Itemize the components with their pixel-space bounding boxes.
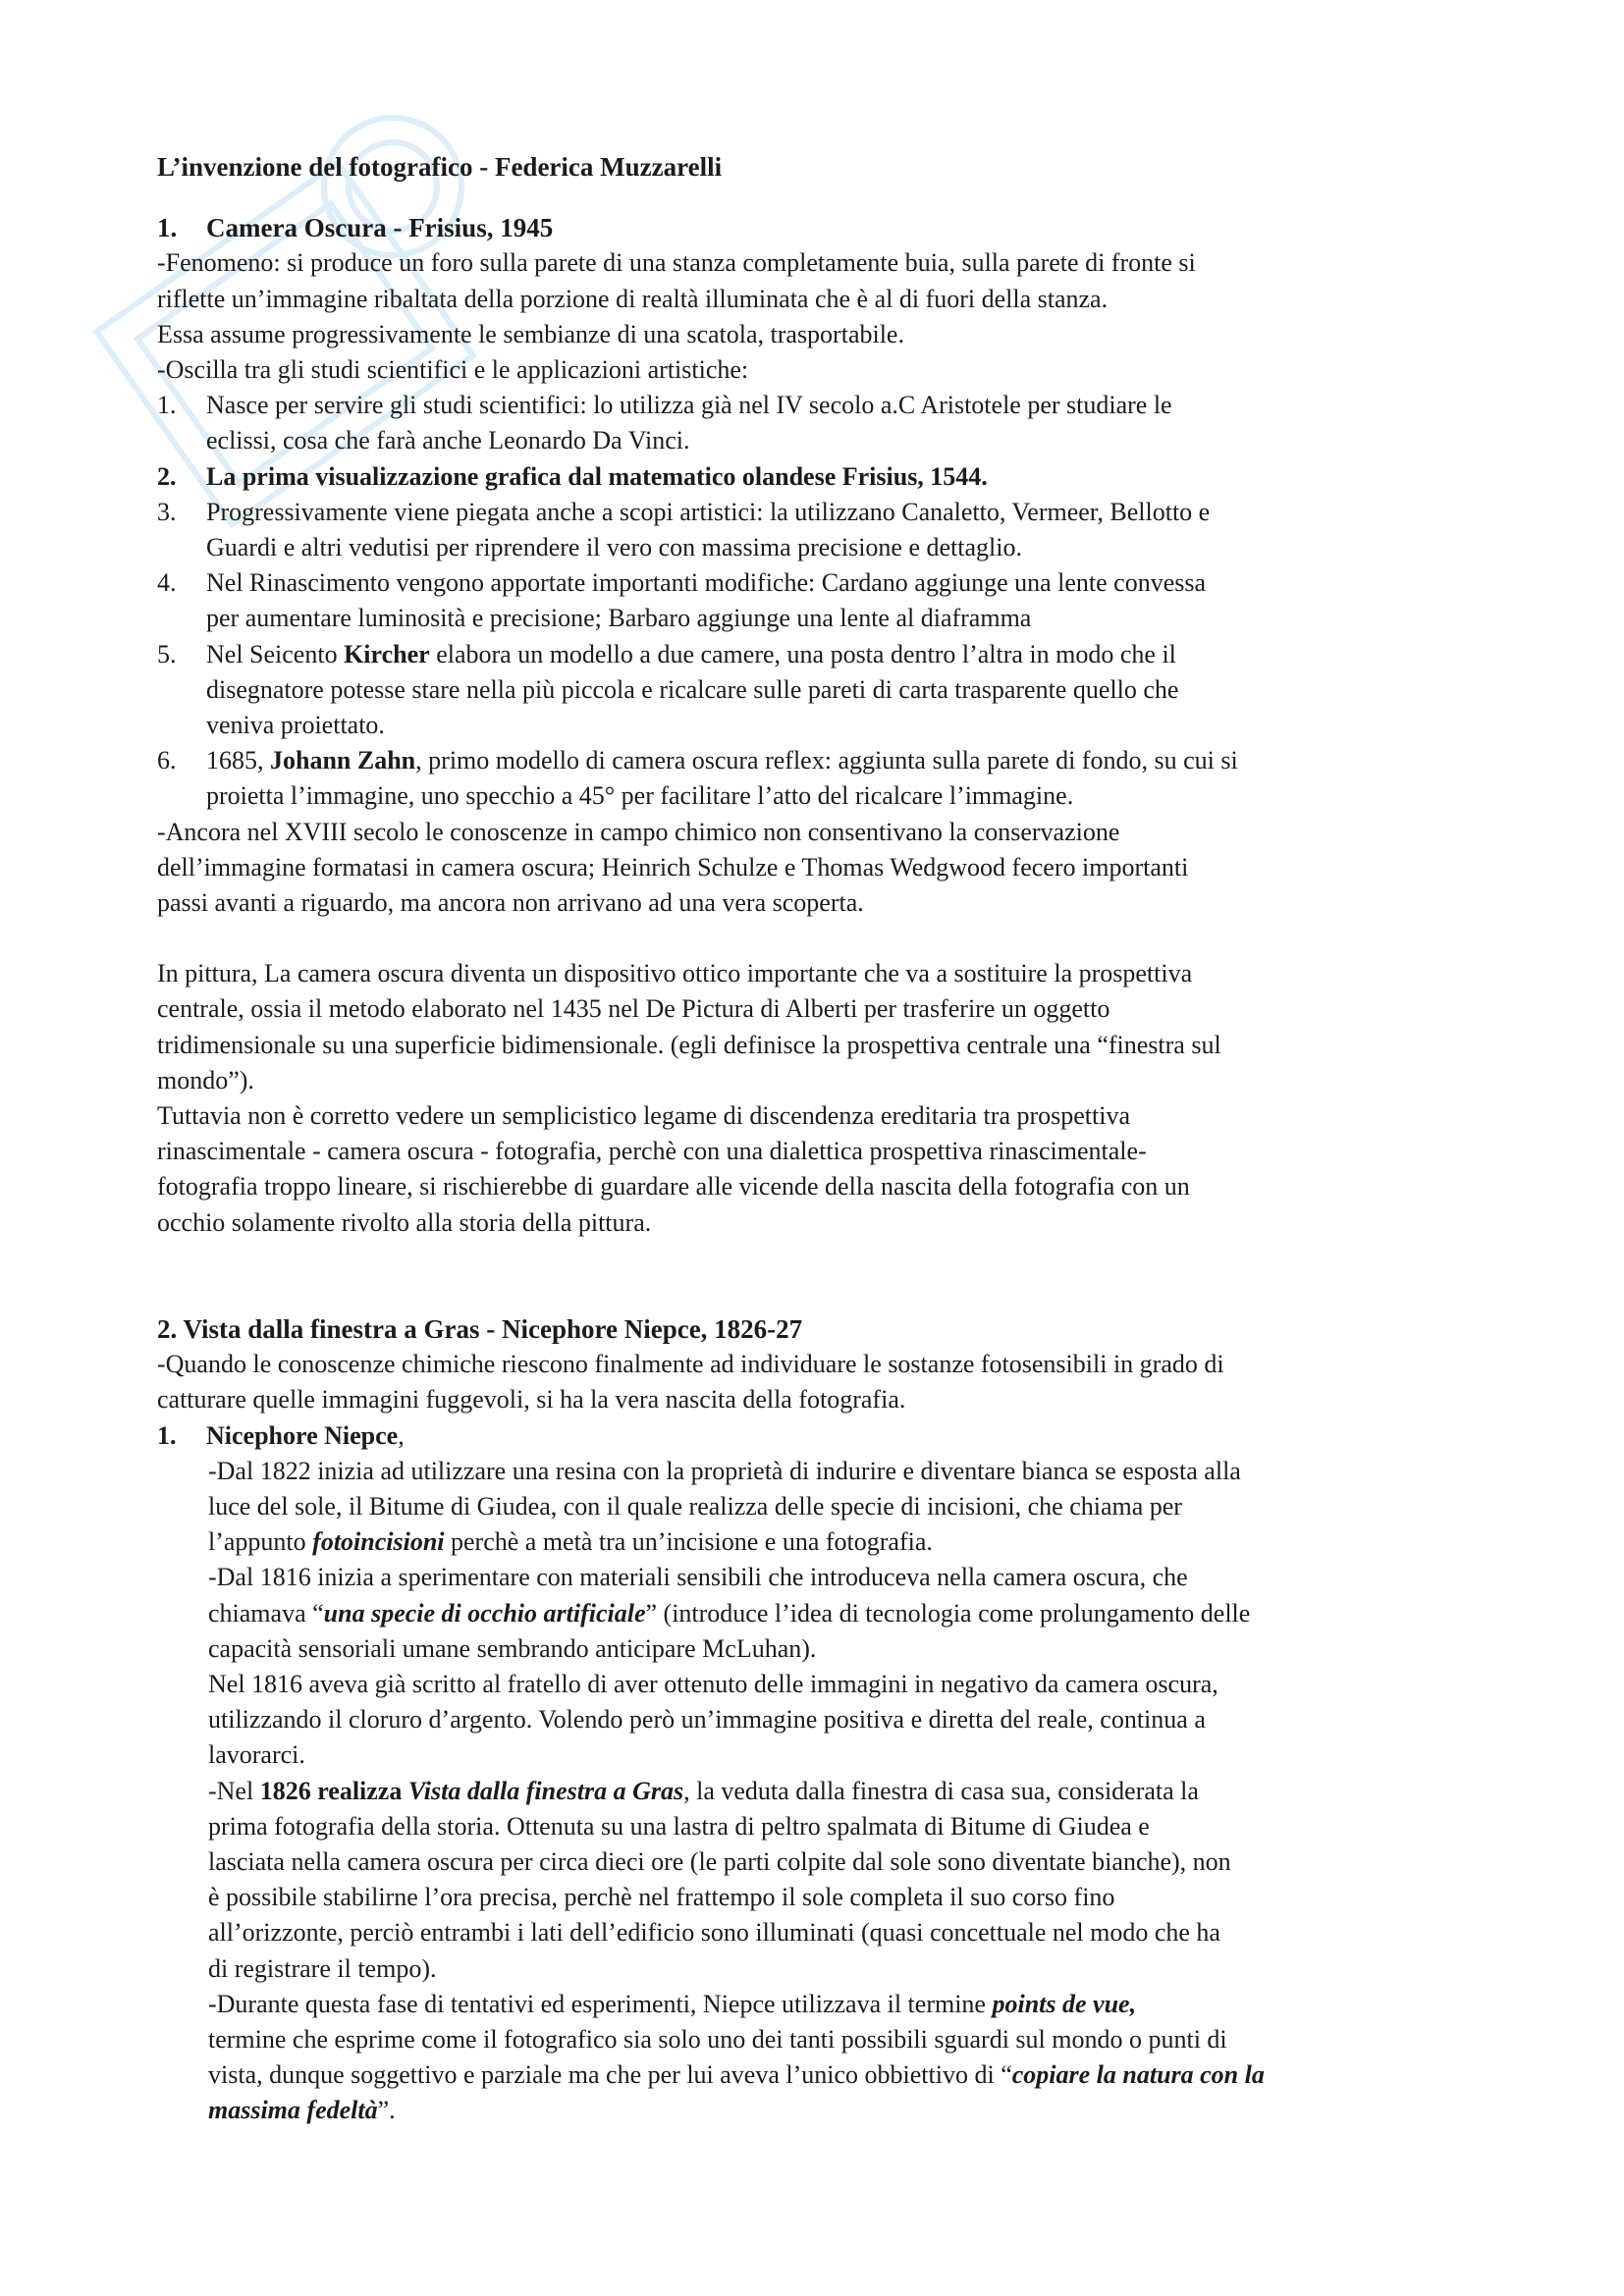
text-line: utilizzando il cloruro d’argento. Volendo però un’immagine positiva e diretta del reale, continua a xyxy=(208,1705,1206,1735)
text-line: capacità sensoriali umane sembrando anticipare McLuhan). xyxy=(208,1633,817,1663)
text-line: prima fotografia della storia. Ottenuta su una lastra di peltro spalmata di Bitume di Giudea e xyxy=(208,1811,1150,1841)
section-1-intro xyxy=(157,245,1473,388)
text-line: Nel 1816 aveva già scritto al fratello di aver ottenuto delle immagini in negativo da camera oscura, xyxy=(208,1669,1218,1698)
text-line: -Nel 1826 realizza Vista dalla finestra a Gras, la veduta dalla finestra di casa sua, considerata la xyxy=(208,1776,1199,1805)
text-line: -Durante questa fase di tentativi ed esperimenti, Niepce utilizzava il termine points de vue, xyxy=(208,1989,1137,2018)
quote: una specie di occhio artificiale xyxy=(323,1598,646,1628)
list-item xyxy=(157,495,1473,565)
text-line: In pittura, La camera oscura diventa un dispositivo ottico importante che va a sostituire la prospettiva xyxy=(157,959,1193,988)
document-content xyxy=(157,149,1473,2129)
section-1-number: 1. xyxy=(157,213,178,243)
list-number: 6. xyxy=(157,746,177,775)
text-line: è possibile stabilirne l’ora precisa, perchè nel frattempo il sole completa il suo corso fino xyxy=(208,1883,1115,1912)
text-line: centrale, ossia il metodo elaborato nel 1435 nel De Pictura di Alberti per trasferire un oggetto xyxy=(157,994,1110,1024)
section-1-painting xyxy=(157,956,1473,1241)
list-number: 1. xyxy=(157,1420,177,1450)
text-line: tridimensionale su una superficie bidimensionale. (egli definisce la prospettiva centrale una “finestra sul xyxy=(157,1030,1221,1059)
text-line: La prima visualizzazione grafica dal matematico olandese Frisius, 1544. xyxy=(206,461,988,491)
text-line: -Oscilla tra gli studi scientifici e le applicazioni artistiche: xyxy=(157,355,749,385)
section-1-title: Camera Oscura - Frisius, 1945 xyxy=(206,213,554,243)
section-1-heading xyxy=(157,210,1473,245)
artwork-title: Vista dalla finestra a Gras xyxy=(407,1776,684,1805)
text-line: veniva proiettato. xyxy=(206,711,385,740)
text-line: lavorarci. xyxy=(208,1740,305,1770)
section-2-body xyxy=(157,1454,1473,2129)
text-line: termine che esprime come il fotografico sia solo uno dei tanti possibili sguardi sul mondo o punti di xyxy=(208,2024,1227,2054)
text-line: catturare quelle immagini fuggevoli, si ha la vera nascita della fotografia. xyxy=(157,1385,906,1415)
list-item xyxy=(157,637,1473,744)
text-line: luce del sole, il Bitume di Giudea, con il quale realizza delle specie di incisioni, che chiama per xyxy=(208,1491,1182,1521)
section-1-after xyxy=(157,815,1473,922)
text-line: l’appunto fotoincisioni perchè a metà tra un’incisione e una fotografia. xyxy=(208,1527,933,1557)
list-number: 3. xyxy=(157,497,177,526)
text-line: all’orizzonte, perciò entrambi i lati dell’edificio sono illuminati (quasi concettuale nel modo che ha xyxy=(208,1918,1220,1948)
text-line: mondo”). xyxy=(157,1065,254,1095)
list-item xyxy=(157,1418,1473,1454)
list-number: 5. xyxy=(157,639,177,668)
text-line: occhio solamente rivolto alla storia della pittura. xyxy=(157,1207,652,1237)
keyword: Kircher xyxy=(344,639,430,668)
text-line: disegnatore potesse stare nella più piccola e ricalcare sulle pareti di carta trasparente quello che xyxy=(206,674,1179,704)
text-line: passi avanti a riguardo, ma ancora non arrivano ad una vera scoperta. xyxy=(157,888,864,918)
text-line: Progressivamente viene piegata anche a scopi artistici: la utilizzano Canaletto, Vermeer, Bellotto e xyxy=(206,497,1211,526)
text-line: -Ancora nel XVIII secolo le conoscenze in campo chimico non consentivano la conservazione xyxy=(157,817,1120,846)
text-line: rinascimentale - camera oscura - fotografia, perchè con una dialettica prospettiva rinascimentale- xyxy=(157,1137,1147,1166)
text-line: Guardi e altri vedutisi per riprendere il vero con massima precisione e dettaglio. xyxy=(206,533,1022,562)
person-name: Nicephore Niepce xyxy=(206,1420,399,1450)
quote: massima fedeltà xyxy=(208,2096,378,2125)
section-2-heading: 2. Vista dalla finestra a Gras - Nicephore Niepce, 1826-27 xyxy=(157,1313,803,1344)
list-item xyxy=(157,743,1473,814)
text-line: dell’immagine formatasi in camera oscura; Heinrich Schulze e Thomas Wedgwood fecero importanti xyxy=(157,852,1189,881)
text-line: per aumentare luminosità e precisione; Barbaro aggiunge una lente al diaframma xyxy=(206,604,1032,633)
section-1-list xyxy=(157,388,1473,814)
quote: copiare la natura con la xyxy=(1011,2060,1265,2090)
text-line: lasciata nella camera oscura per circa dieci ore (le parti colpite dal sole sono diventate bianche), non xyxy=(208,1846,1231,1876)
keyword: fotoincisioni xyxy=(312,1527,445,1557)
text-line: -Quando le conoscenze chimiche riescono finalmente ad individuare le sostanze fotosensibili in grado di xyxy=(157,1350,1224,1379)
list-number: 2. xyxy=(157,461,177,491)
text-line: Nicephore Niepce, xyxy=(206,1420,405,1450)
list-number: 4. xyxy=(157,568,177,598)
text-line: fotografia troppo lineare, si rischierebbe di guardare alle vicende della nascita della fotografia con un xyxy=(157,1172,1190,1201)
text-line: massima fedeltà”. xyxy=(208,2096,396,2125)
text-line: riflette un’immagine ribaltata della porzione di realtà illuminata che è al di fuori della stanza. xyxy=(157,284,1109,313)
text-line: 1685, Johann Zahn, primo modello di camera oscura reflex: aggiunta sulla parete di fondo, su cui si xyxy=(206,746,1238,775)
text-line: di registrare il tempo). xyxy=(208,1953,437,1983)
list-item xyxy=(157,388,1473,458)
text-line: -Dal 1816 inizia a sperimentare con materiali sensibili che introduceva nella camera oscura, che xyxy=(208,1563,1188,1592)
text-line: -Fenomeno: si produce un foro sulla parete di una stanza completamente buia, sulla parete di fronte si xyxy=(157,248,1196,278)
list-item xyxy=(157,565,1473,636)
keyword: 1826 realizza xyxy=(259,1776,408,1805)
text-line: Essa assume progressivamente le sembianze di una scatola, trasportabile. xyxy=(157,319,904,348)
text-line: vista, dunque soggettivo e parziale ma che per lui aveva l’unico obbiettivo di “copiare la natura con la xyxy=(208,2060,1265,2090)
list-number: 1. xyxy=(157,391,177,420)
text-line: Nel Seicento Kircher elabora un modello a due camere, una posta dentro l’altra in modo che il xyxy=(206,639,1176,668)
text-line: -Dal 1822 inizia ad utilizzare una resina con la proprietà di indurire e diventare bianca se esposta alla xyxy=(208,1456,1241,1485)
text-line: Nasce per servire gli studi scientifici: lo utilizza già nel IV secolo a.C Aristotele per studiare le xyxy=(206,391,1172,420)
text-line: Tuttavia non è corretto vedere un semplicistico legame di discendenza ereditaria tra prospettiva xyxy=(157,1101,1131,1131)
section-2-intro xyxy=(157,1347,1473,1417)
keyword: Johann Zahn xyxy=(270,746,416,775)
text-line: chiamava “una specie di occhio artificiale” (introduce l’idea di tecnologia come prolungamento delle xyxy=(208,1598,1251,1628)
document-title: L’invenzione del fotografico - Federica Muzzarelli xyxy=(157,152,723,182)
text-line: eclissi, cosa che farà anche Leonardo Da Vinci. xyxy=(206,426,690,455)
text-line: proietta l’immagine, uno specchio a 45° per facilitare l’atto del ricalcare l’immagine. xyxy=(206,781,1074,811)
list-item xyxy=(157,459,1473,495)
keyword: points de vue, xyxy=(992,1989,1137,2018)
text-line: Nel Rinascimento vengono apportate importanti modifiche: Cardano aggiunge una lente convessa xyxy=(206,568,1207,598)
